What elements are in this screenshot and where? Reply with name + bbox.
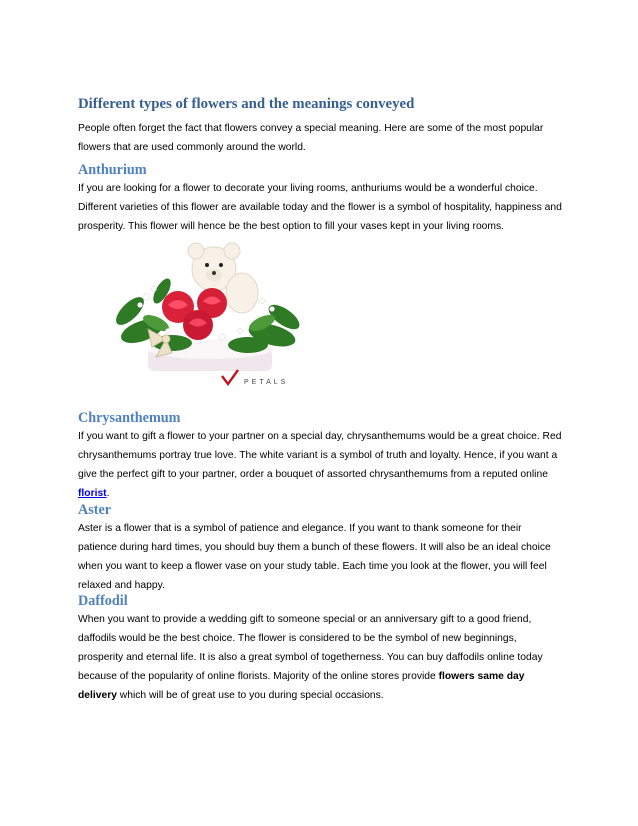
document-title: Different types of flowers and the meanings conveyed xyxy=(78,96,415,112)
aster-paragraph: Aster is a flower that is a symbol of patience and elegance. If you want to thank someone for their patience during hard times, you should buy them a bunch of these flowers. It will also be an ideal choice when you want to keep a flower vase on your study table. Each time you look at the flower, you will feel relaxed and happy. xyxy=(78,523,551,591)
svg-text:PETALS: PETALS xyxy=(244,379,289,386)
daffodil-text: When you want to provide a wedding gift to someone special or an anniversary gift to a good friend, daffodils would be the best choice. The flower is considered to be the symbol of new beginnings, prosperity and eternal life. It is also a great symbol of togetherness. You can buy daffodils online today because of the popularity of online florists. Majority of the online stores provide xyxy=(78,614,543,682)
red-roses xyxy=(162,288,227,340)
petals-logo xyxy=(222,370,288,386)
intro-paragraph: People often forget the fact that flowers convey a special meaning. Here are some of the most popular flowers that are used commonly around the world. xyxy=(78,123,544,153)
daffodil-text-end: which will be of great use to you during special occasions. xyxy=(116,690,384,701)
heading-anthurium: Anthurium xyxy=(78,162,147,178)
bouquet-illustration xyxy=(102,231,314,396)
anthurium-paragraph: If you are looking for a flower to decorate your living rooms, anthuriums would be a wonderful choice. Different varieties of this flower are available today and the flower is a symbol of hospitality, happiness and prosperity. This flower will hence be the best option to fill your vases kept in your living rooms. xyxy=(78,183,562,232)
florist-link[interactable]: florist xyxy=(78,488,107,499)
heading-daffodil: Daffodil xyxy=(78,593,128,609)
chrysanthemum-text: If you want to gift a flower to your partner on a special day, chrysanthemums would be a great choice. Red chrysanthemums portray true love. The white variant is a symbol of truth and loyalty. Hence, if you want a give the perfect gift to your partner, order a bouquet of assorted chrysanthemums from a reputed online xyxy=(78,431,562,480)
chrysanthemum-text-end: . xyxy=(106,488,110,499)
flower-bouquet-image xyxy=(102,231,314,396)
heading-chrysanthemum: Chrysanthemum xyxy=(78,410,181,426)
daffodil-paragraph xyxy=(78,610,562,705)
chrysanthemum-paragraph xyxy=(78,427,562,503)
same-day-delivery-text: flowers same day delivery xyxy=(78,671,525,701)
heading-aster: Aster xyxy=(78,502,112,518)
